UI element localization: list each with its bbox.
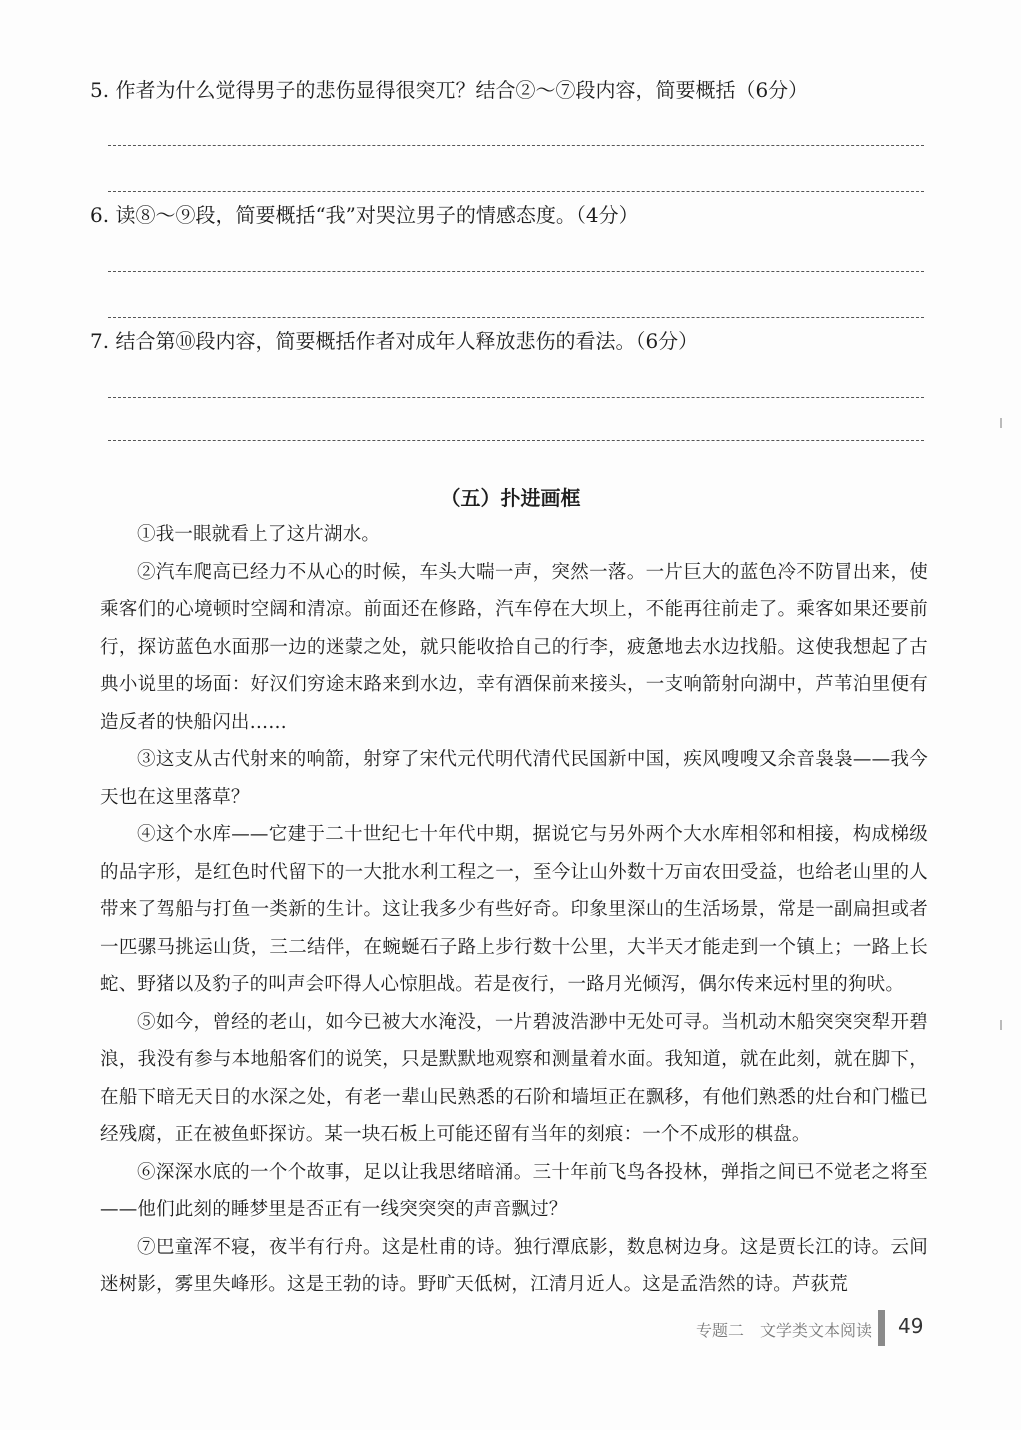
scan-mark bbox=[1000, 1020, 1002, 1030]
answer-line bbox=[108, 145, 924, 146]
footer-divider-bar bbox=[878, 1310, 885, 1346]
answer-line bbox=[108, 440, 924, 441]
question-5: 5. 作者为什么觉得男子的悲伤显得很突兀？结合②～⑦段内容，简要概括（6分） bbox=[90, 78, 809, 102]
paragraph-1: ①我一眼就看上了这片湖水。 bbox=[137, 524, 381, 545]
page-number: 49 bbox=[898, 1314, 924, 1338]
question-7: 7. 结合第⑩段内容，简要概括作者对成年人释放悲伤的看法。（6分） bbox=[90, 329, 699, 353]
footer-chapter-label: 专题二 文学类文本阅读 bbox=[696, 1321, 873, 1340]
paragraph-5: ⑤如今，曾经的老山，如今已被大水淹没，一片碧波浩渺中无处可寻。当机动木船突突突犁开碧浪，我没有参与本地船客们的说笑，只是默默地观察和测量着水面。我知道，就在此刻，就在脚下，在船下暗无天日的水深之处，有老一辈山民熟悉的石阶和墙垣正在飘移，有他们熟悉的灶台和门槛已经残腐，正在被鱼虾探访。某一块石板上可能还留有当年的刻痕：一个不成形的棋盘。 bbox=[100, 1011, 928, 1145]
question-6: 6. 读⑧～⑨段，简要概括“我”对哭泣男子的情感态度。（4分） bbox=[90, 203, 639, 227]
answer-line bbox=[108, 397, 924, 398]
reading-passage bbox=[100, 516, 928, 1304]
answer-line bbox=[108, 271, 924, 272]
paragraph-7: ⑦巴童浑不寝，夜半有行舟。这是杜甫的诗。独行潭底影，数息树边身。这是贾长江的诗。云间迷树影，雾里失峰形。这是王勃的诗。野旷天低树，江清月近人。这是孟浩然的诗。芦荻荒 bbox=[100, 1236, 928, 1295]
scan-mark bbox=[1000, 418, 1002, 428]
paragraph-4: ④这个水库——它建于二十世纪七十年代中期，据说它与另外两个大水库相邻和相接，构成梯级的品字形，是红色时代留下的一大批水利工程之一，至今让山外数十万亩农田受益，也给老山里的人带来了驾船与打鱼一类新的生计。这让我多少有些好奇。印象里深山的生活场景，常是一副扁担或者一匹骡马挑运山货，三二结伴，在蜿蜒石子路上步行数十公里，大半天才能走到一个镇上；一路上长蛇、野猪以及豹子的叫声会吓得人心惊胆战。若是夜行，一路月光倾泻，偶尔传来远村里的狗吠。 bbox=[100, 824, 928, 995]
answer-line bbox=[108, 317, 924, 318]
paragraph-3: ③这支从古代射来的响箭，射穿了宋代元代明代清代民国新中国，疾风嗖嗖又余音袅袅——我今天也在这里落草？ bbox=[100, 749, 928, 808]
paragraph-2: ②汽车爬高已经力不从心的时候，车头大喘一声，突然一落。一片巨大的蓝色冷不防冒出来，使乘客们的心境顿时空阔和清凉。前面还在修路，汽车停在大坝上，不能再往前走了。乘客如果还要前行，探访蓝色水面那一边的迷蒙之处，就只能收拾自己的行李，疲惫地去水边找船。这使我想起了古典小说里的场面：好汉们穷途末路来到水边，幸有酒保前来接头，一支响箭射向湖中，芦苇泊里便有造反者的快船闪出…… bbox=[100, 561, 928, 733]
section-title: （五）扑进画框 bbox=[440, 486, 581, 510]
paragraph-6: ⑥深深水底的一个个故事，足以让我思绪暗涌。三十年前飞鸟各投林，弹指之间已不觉老之将至——他们此刻的睡梦里是否正有一线突突突的声音飘过？ bbox=[100, 1161, 928, 1220]
answer-line bbox=[108, 191, 924, 192]
